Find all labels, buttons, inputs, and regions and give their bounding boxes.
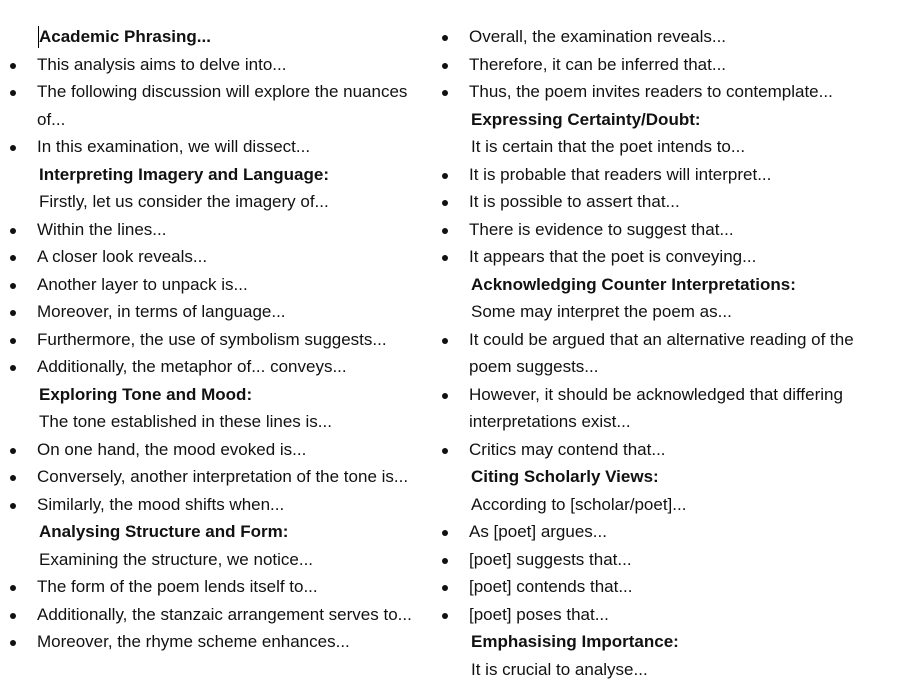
right-column — [432, 23, 872, 683]
paragraph-line: It is crucial to analyse... — [471, 659, 648, 679]
list-item — [432, 518, 872, 546]
list-item-text: Similarly, the mood shifts when... — [37, 494, 285, 514]
list-item-text: Thus, the poem invites readers to contemplate... — [469, 82, 833, 101]
list-item — [0, 353, 430, 381]
list-item-text: Additionally, the metaphor of... conveys... — [37, 357, 347, 376]
list-item-text: It is probable that readers will interpret... — [469, 164, 772, 184]
list-item-text: Moreover, the rhyme scheme enhances... — [37, 632, 350, 651]
bullet-icon — [10, 640, 16, 646]
list-item — [432, 188, 872, 216]
bullet-icon — [10, 228, 16, 234]
section-heading: Emphasising Importance: — [471, 632, 679, 651]
list-item-text: [poet] suggests that... — [469, 549, 632, 569]
bullet-icon — [442, 63, 448, 69]
left-column — [0, 23, 430, 656]
list-item-text: It could be argued that an alternative reading of the poem suggests... — [469, 329, 854, 376]
section-heading: Analysing Structure and Form: — [39, 522, 289, 541]
list-item-text: A closer look reveals... — [37, 247, 208, 266]
list-item — [432, 436, 872, 464]
list-item — [0, 326, 430, 354]
list-item-text: On one hand, the mood evoked is... — [37, 439, 307, 459]
list-item-text: The following discussion will explore the nuances of... — [37, 82, 408, 129]
list-item — [0, 78, 430, 133]
list-item — [0, 436, 430, 464]
bullet-icon — [442, 558, 448, 564]
list-item — [0, 243, 430, 271]
text-cursor — [38, 26, 39, 48]
bullet-icon — [10, 365, 16, 371]
bullet-icon — [10, 448, 16, 454]
list-item-text: Moreover, in terms of language... — [37, 302, 286, 321]
list-item — [432, 51, 872, 79]
list-item-text: This analysis aims to delve into... — [37, 54, 287, 74]
list-item — [0, 216, 430, 244]
bullet-icon — [442, 228, 448, 234]
bullet-icon — [442, 255, 448, 261]
list-item-text: Furthermore, the use of symbolism suggests... — [37, 329, 387, 349]
list-item-text: In this examination, we will dissect... — [37, 137, 311, 156]
list-item-text: The form of the poem lends itself to... — [37, 577, 318, 596]
list-item — [0, 271, 430, 299]
bullet-icon — [442, 90, 448, 96]
paragraph-line: It is certain that the poet intends to... — [471, 137, 746, 156]
paragraph-line: The tone established in these lines is... — [39, 412, 332, 431]
bullet-icon — [10, 310, 16, 316]
section-heading: Exploring Tone and Mood: — [39, 384, 253, 404]
list-item — [0, 51, 430, 79]
bullet-icon — [10, 283, 16, 289]
list-item — [0, 628, 430, 656]
list-item-text: [poet] contends that... — [469, 577, 633, 596]
list-item-text: Overall, the examination reveals... — [469, 27, 727, 46]
list-item — [432, 573, 872, 601]
list-item-text: [poet] poses that... — [469, 604, 609, 624]
section-heading: Interpreting Imagery and Language: — [39, 164, 329, 184]
bullet-icon — [442, 173, 448, 179]
list-item — [0, 601, 430, 629]
list-item-text: It is possible to assert that... — [469, 192, 680, 211]
section-heading: Academic Phrasing... — [39, 27, 211, 46]
bullet-icon — [442, 448, 448, 454]
list-item — [432, 23, 872, 51]
list-item-text: As [poet] argues... — [469, 522, 607, 541]
list-item — [432, 326, 872, 381]
section-heading: Citing Scholarly Views: — [471, 467, 659, 486]
list-item — [432, 381, 872, 436]
list-item-text: Another layer to unpack is... — [37, 274, 248, 294]
list-item — [0, 491, 430, 519]
bullet-icon — [442, 35, 448, 41]
bullet-icon — [10, 255, 16, 261]
paragraph-line: Examining the structure, we notice... — [39, 549, 314, 569]
list-item-text: However, it should be acknowledged that differing interpretations exist... — [469, 384, 843, 431]
list-item — [432, 216, 872, 244]
bullet-icon — [10, 613, 16, 619]
list-item — [432, 78, 872, 106]
paragraph-line: According to [scholar/poet]... — [471, 494, 687, 514]
bullet-icon — [10, 585, 16, 591]
paragraph-line: Firstly, let us consider the imagery of... — [39, 192, 329, 211]
bullet-icon — [442, 393, 448, 399]
list-item — [432, 601, 872, 629]
list-item-text: Conversely, another interpretation of the tone is... — [37, 467, 409, 486]
bullet-icon — [10, 90, 16, 96]
bullet-icon — [10, 475, 16, 481]
section-heading: Acknowledging Counter Interpretations: — [471, 274, 796, 294]
list-item — [432, 546, 872, 574]
list-item — [432, 243, 872, 271]
list-item — [432, 161, 872, 189]
bullet-icon — [10, 503, 16, 509]
list-item-text: It appears that the poet is conveying... — [469, 247, 757, 266]
list-item — [0, 573, 430, 601]
list-item — [0, 133, 430, 161]
list-item-text: Additionally, the stanzaic arrangement serves to... — [37, 604, 412, 624]
list-item-text: Therefore, it can be inferred that... — [469, 54, 727, 74]
list-item-text: Critics may contend that... — [469, 439, 666, 459]
section-heading: Expressing Certainty/Doubt: — [471, 109, 701, 129]
bullet-icon — [442, 338, 448, 344]
list-item — [0, 463, 430, 491]
bullet-icon — [442, 200, 448, 206]
bullet-icon — [442, 530, 448, 536]
bullet-icon — [10, 63, 16, 69]
bullet-icon — [442, 585, 448, 591]
list-item — [0, 298, 430, 326]
list-item-text: There is evidence to suggest that... — [469, 219, 734, 239]
bullet-icon — [10, 338, 16, 344]
list-item-text: Within the lines... — [37, 219, 167, 239]
bullet-icon — [10, 145, 16, 151]
paragraph-line: Some may interpret the poem as... — [471, 302, 732, 321]
bullet-icon — [442, 613, 448, 619]
